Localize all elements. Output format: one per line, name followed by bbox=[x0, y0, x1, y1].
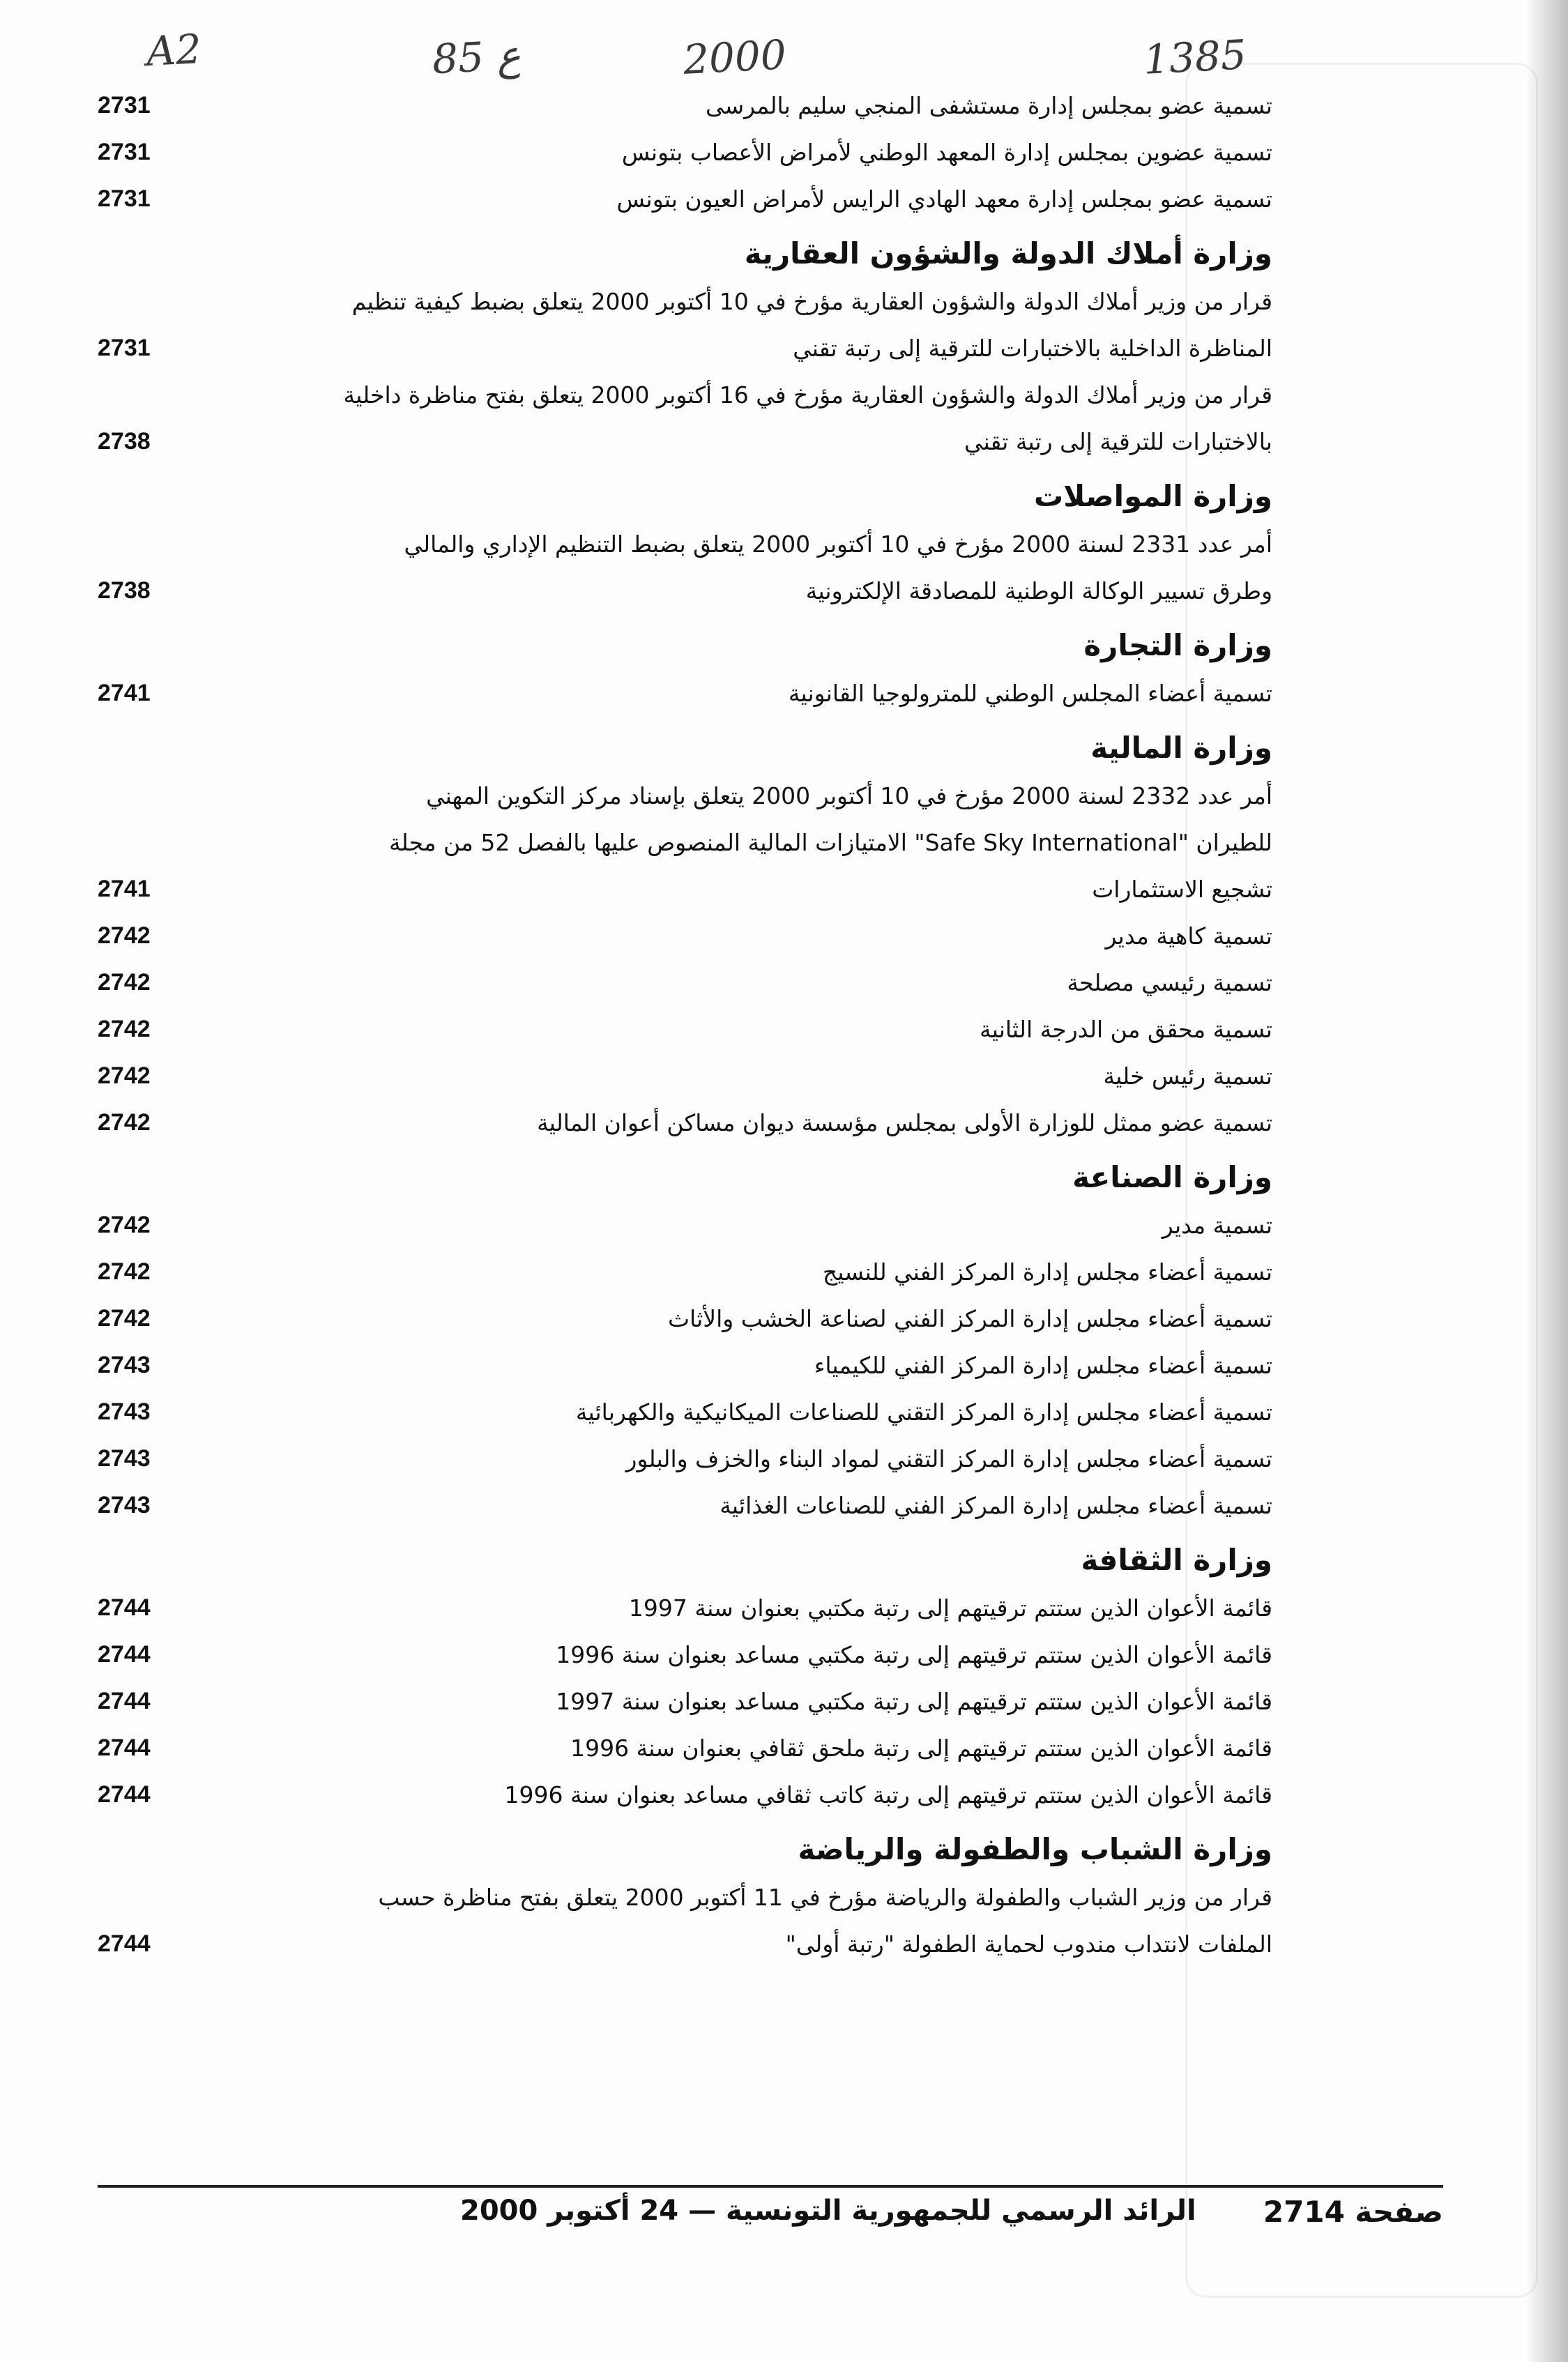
toc-entry[interactable] bbox=[98, 1202, 1272, 1249]
toc-entry-text: تشجيع الاستثمارات bbox=[1092, 876, 1272, 903]
toc-page-number: 2742 bbox=[98, 1258, 151, 1285]
toc-entry[interactable] bbox=[98, 1874, 1272, 1967]
toc-entry-text: تسمية عضو بمجلس إدارة معهد الهادي الرايس لأمراض العيون بتونس bbox=[616, 185, 1272, 213]
footer-rule bbox=[98, 2185, 1443, 2188]
toc-entry-text: قرار من وزير الشباب والطفولة والرياضة مؤرخ في 11 أكتوبر 2000 يتعلق بفتح مناظرة حسب bbox=[378, 1884, 1272, 1911]
toc-entry-text: تسمية عضو بمجلس إدارة مستشفى المنجي سليم بالمرسى bbox=[706, 92, 1272, 119]
toc-page-number: 2744 bbox=[98, 1781, 151, 1808]
toc-entry-text: قائمة الأعوان الذين ستتم ترقيتهم إلى رتبة مكتبي مساعد بعنوان سنة 1997 bbox=[556, 1688, 1272, 1715]
toc-entry-text: تسمية محقق من الدرجة الثانية bbox=[980, 1016, 1272, 1043]
toc-entry-text: أمر عدد 2331 لسنة 2000 مؤرخ في 10 أكتوبر 2000 يتعلق بضبط التنظيم الإداري والمالي bbox=[404, 531, 1272, 558]
toc-entry-text: تسمية أعضاء مجلس إدارة المركز الفني للكيمياء bbox=[814, 1352, 1272, 1379]
footer-page-number: صفحة 2714 bbox=[1263, 2195, 1443, 2229]
toc-entry-text: أمر عدد 2332 لسنة 2000 مؤرخ في 10 أكتوبر 2000 يتعلق بإسناد مركز التكوين المهني bbox=[426, 782, 1272, 809]
toc-entry[interactable] bbox=[98, 1295, 1272, 1342]
toc-entry-text: للطيران "Safe Sky International" الامتيازات المالية المنصوص عليها بالفصل 52 من مجلة bbox=[388, 829, 1272, 856]
toc-entry-text: الملفات لانتداب مندوب لحماية الطفولة "رتبة أولى" bbox=[785, 1930, 1272, 1958]
handwritten-note: 85 ع bbox=[431, 31, 522, 84]
handwritten-note: A2 bbox=[145, 24, 203, 76]
page-footer bbox=[98, 2195, 1443, 2243]
toc-entry-text: تسمية أعضاء مجلس إدارة المركز الفني للنسيج bbox=[822, 1258, 1272, 1286]
toc-entry-text: قرار من وزير أملاك الدولة والشؤون العقارية مؤرخ في 16 أكتوبر 2000 يتعلق بفتح مناظرة داخلية bbox=[343, 381, 1272, 409]
footer-journal-title: الرائد الرسمي للجمهورية التونسية — 24 أكتوبر 2000 bbox=[460, 2195, 1196, 2227]
toc-page-number: 2742 bbox=[98, 1212, 151, 1238]
toc-entry[interactable] bbox=[98, 670, 1272, 717]
toc-page-number: 2731 bbox=[98, 139, 151, 165]
toc-page-number: 2743 bbox=[98, 1445, 151, 1472]
toc-entry[interactable] bbox=[98, 129, 1272, 176]
toc-page-number: 2742 bbox=[98, 1016, 151, 1042]
toc-entry-text: قائمة الأعوان الذين ستتم ترقيتهم إلى رتبة مكتبي بعنوان سنة 1997 bbox=[628, 1594, 1272, 1622]
toc-entry-text: تسمية عضوين بمجلس إدارة المعهد الوطني لأمراض الأعصاب بتونس bbox=[621, 139, 1272, 166]
toc-entry[interactable] bbox=[98, 772, 1272, 913]
toc-entry[interactable] bbox=[98, 1053, 1272, 1099]
toc-entry[interactable] bbox=[98, 521, 1272, 614]
toc-entry[interactable] bbox=[98, 1678, 1272, 1725]
toc-entry-text: قرار من وزير أملاك الدولة والشؤون العقارية مؤرخ في 10 أكتوبر 2000 يتعلق بضبط كيفية تنظيم bbox=[351, 288, 1272, 315]
toc-page-number: 2742 bbox=[98, 1305, 151, 1332]
toc-page-number: 2744 bbox=[98, 1735, 151, 1761]
toc-page-number: 2743 bbox=[98, 1352, 151, 1378]
toc-entry-text: تسمية أعضاء مجلس إدارة المركز الفني للصناعات الغذائية bbox=[720, 1492, 1272, 1519]
toc-page-number: 2744 bbox=[98, 1594, 151, 1621]
toc-entry-text: قائمة الأعوان الذين ستتم ترقيتهم إلى رتبة مكتبي مساعد بعنوان سنة 1996 bbox=[556, 1641, 1272, 1668]
toc-entry[interactable] bbox=[98, 82, 1272, 129]
toc-page-number: 2744 bbox=[98, 1688, 151, 1714]
toc-page-number: 2742 bbox=[98, 1062, 151, 1089]
toc-page-number: 2742 bbox=[98, 969, 151, 996]
handwritten-note: 2000 bbox=[682, 31, 788, 84]
table-of-contents bbox=[98, 82, 1272, 1967]
toc-page-number: 2738 bbox=[98, 577, 151, 604]
toc-page-number: 2743 bbox=[98, 1492, 151, 1518]
toc-page-number: 2741 bbox=[98, 876, 151, 902]
toc-entry-text: تسمية أعضاء مجلس إدارة المركز التقني للصناعات الميكانيكية والكهربائية bbox=[575, 1399, 1272, 1426]
toc-page-number: 2744 bbox=[98, 1641, 151, 1668]
section-heading: وزارة التجارة bbox=[1083, 628, 1272, 662]
toc-entry-text: تسمية رئيسي مصلحة bbox=[1067, 969, 1272, 996]
toc-page-number: 2744 bbox=[98, 1930, 151, 1957]
toc-entry[interactable] bbox=[98, 1772, 1272, 1818]
toc-entry-text: تسمية أعضاء مجلس إدارة المركز التقني لمواد البناء والخزف والبلور bbox=[625, 1445, 1272, 1472]
toc-entry[interactable] bbox=[98, 176, 1272, 222]
section-heading: وزارة الشباب والطفولة والرياضة bbox=[798, 1832, 1272, 1866]
toc-page-number: 2741 bbox=[98, 680, 151, 706]
toc-entry-text: بالاختبارات للترقية إلى رتبة تقني bbox=[964, 428, 1272, 455]
toc-page-number: 2731 bbox=[98, 335, 151, 361]
toc-entry-text: قائمة الأعوان الذين ستتم ترقيتهم إلى رتبة كاتب ثقافي مساعد بعنوان سنة 1996 bbox=[504, 1781, 1272, 1808]
toc-entry[interactable] bbox=[98, 1342, 1272, 1389]
section-heading: وزارة أملاك الدولة والشؤون العقارية bbox=[744, 236, 1272, 271]
section-heading: وزارة الصناعة bbox=[1072, 1160, 1272, 1194]
toc-page-number: 2742 bbox=[98, 1109, 151, 1136]
toc-entry[interactable] bbox=[98, 913, 1272, 959]
toc-entry[interactable] bbox=[98, 1482, 1272, 1529]
toc-entry[interactable] bbox=[98, 1725, 1272, 1772]
toc-entry-text: تسمية أعضاء مجلس إدارة المركز الفني لصناعة الخشب والأثاث bbox=[667, 1305, 1272, 1332]
toc-entry[interactable] bbox=[98, 959, 1272, 1006]
toc-entry-text: المناظرة الداخلية بالاختبارات للترقية إلى رتبة تقني bbox=[793, 335, 1272, 362]
toc-page-number: 2731 bbox=[98, 185, 151, 212]
toc-entry[interactable] bbox=[98, 278, 1272, 372]
toc-page-number: 2742 bbox=[98, 922, 151, 949]
section-heading: وزارة المالية bbox=[1090, 731, 1272, 765]
toc-entry-text: تسمية عضو ممثل للوزارة الأولى بمجلس مؤسسة ديوان مساكن أعوان المالية bbox=[537, 1109, 1272, 1136]
toc-entry[interactable] bbox=[98, 1585, 1272, 1631]
toc-page-number: 2743 bbox=[98, 1399, 151, 1425]
toc-entry[interactable] bbox=[98, 372, 1272, 465]
toc-entry[interactable] bbox=[98, 1631, 1272, 1678]
toc-entry[interactable] bbox=[98, 1389, 1272, 1435]
toc-entry[interactable] bbox=[98, 1249, 1272, 1295]
toc-entry-text: تسمية رئيس خلية bbox=[1103, 1062, 1272, 1090]
toc-page-number: 2738 bbox=[98, 428, 151, 455]
toc-entry[interactable] bbox=[98, 1099, 1272, 1146]
section-heading: وزارة المواصلات bbox=[1033, 479, 1272, 513]
toc-entry-text: قائمة الأعوان الذين ستتم ترقيتهم إلى رتبة ملحق ثقافي بعنوان سنة 1996 bbox=[570, 1735, 1272, 1762]
toc-entry-text: تسمية مدير bbox=[1162, 1212, 1272, 1239]
toc-entry-text: تسمية كاهية مدير bbox=[1105, 922, 1272, 950]
toc-page-number: 2731 bbox=[98, 92, 151, 119]
toc-entry[interactable] bbox=[98, 1006, 1272, 1053]
toc-entry-text: تسمية أعضاء المجلس الوطني للمترولوجيا القانونية bbox=[788, 680, 1272, 707]
handwritten-notes bbox=[139, 13, 1255, 89]
toc-entry[interactable] bbox=[98, 1435, 1272, 1482]
handwritten-note: 1385 bbox=[1142, 31, 1248, 84]
section-heading: وزارة الثقافة bbox=[1081, 1543, 1272, 1577]
toc-entry-text: وطرق تسيير الوكالة الوطنية للمصادقة الإلكترونية bbox=[805, 577, 1272, 604]
